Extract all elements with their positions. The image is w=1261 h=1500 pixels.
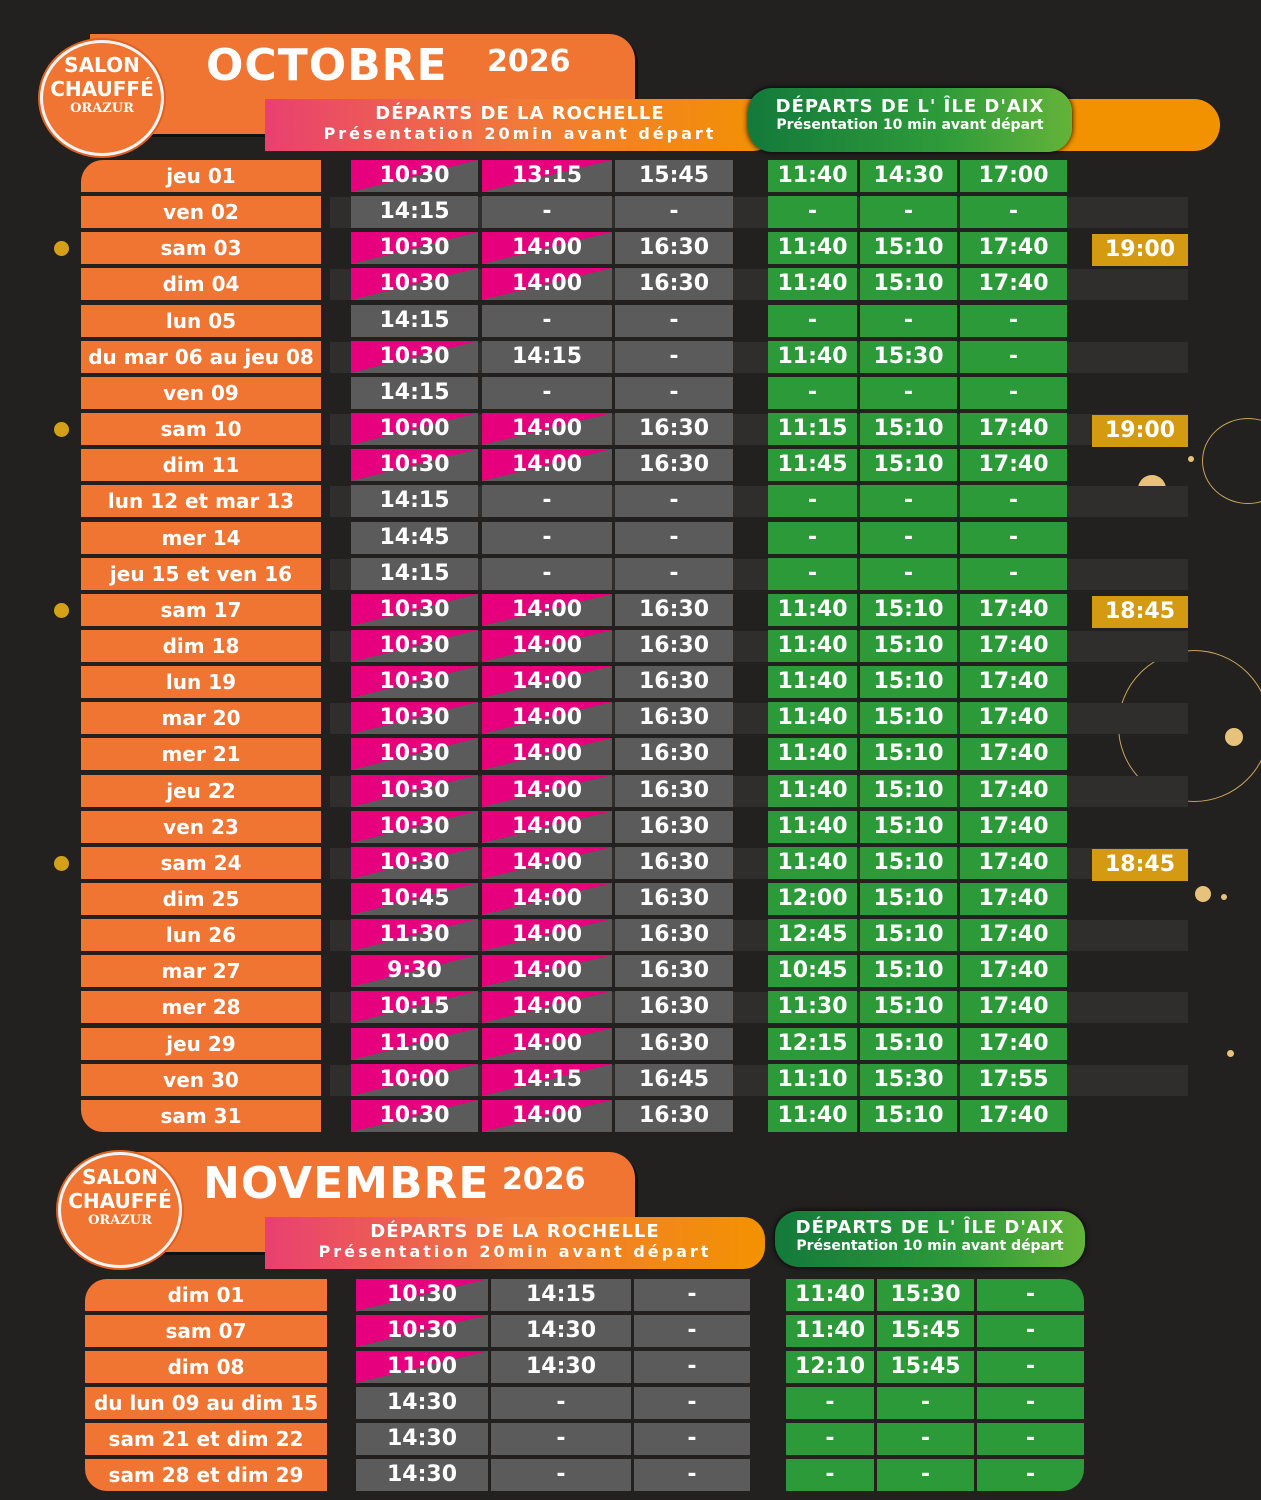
ile-daix-departure: 15:10 <box>860 955 957 987</box>
ile-daix-departure: 17:00 <box>960 160 1067 192</box>
ile-daix-departure: 15:10 <box>860 883 957 915</box>
ile-daix-departure: - <box>860 377 957 409</box>
ile-daix-departure: 11:40 <box>768 594 857 626</box>
ile-daix-departure: 15:10 <box>860 666 957 698</box>
ile-daix-departure: 17:55 <box>960 1064 1067 1096</box>
badge-line2: CHAUFFÉ <box>50 77 154 101</box>
la-rochelle-departure: - <box>491 1459 631 1491</box>
ile-daix-departure: 17:40 <box>960 594 1067 626</box>
la-rochelle-departure: 16:30 <box>615 413 733 445</box>
ile-daix-departure: 15:10 <box>860 702 957 734</box>
la-rochelle-departure: 10:00 <box>351 413 478 445</box>
ile-daix-departure: - <box>768 305 857 337</box>
ile-daix-departure: 15:30 <box>860 1064 957 1096</box>
ile-daix-departure: 10:45 <box>768 955 857 987</box>
day-label: ven 09 <box>81 377 321 409</box>
ile-daix-departure: 15:10 <box>860 1028 957 1060</box>
la-rochelle-departure: 14:30 <box>356 1459 488 1491</box>
la-rochelle-departure: 14:30 <box>491 1315 631 1347</box>
ile-daix-departure: 15:45 <box>877 1351 974 1383</box>
la-rochelle-departure: - <box>634 1279 750 1311</box>
la-rochelle-departure: 16:30 <box>615 811 733 843</box>
la-rochelle-departure: - <box>634 1387 750 1419</box>
la-rochelle-departure: 10:30 <box>351 847 478 879</box>
ile-daix-departure: 15:10 <box>860 738 957 770</box>
la-rochelle-departure: - <box>615 485 733 517</box>
la-rochelle-departure: 16:30 <box>615 738 733 770</box>
ile-daix-departure: 11:40 <box>768 702 857 734</box>
ile-daix-departure: 17:40 <box>960 775 1067 807</box>
ile-daix-departure: 17:40 <box>960 919 1067 951</box>
la-rochelle-departure: 14:00 <box>482 955 612 987</box>
la-rochelle-departure: - <box>491 1423 631 1455</box>
day-label: dim 11 <box>81 449 321 481</box>
ile-daix-departure: 15:10 <box>860 919 957 951</box>
ile-daix-departure: - <box>860 522 957 554</box>
day-label: jeu 15 et ven 16 <box>81 558 321 590</box>
ile-daix-departure: - <box>860 558 957 590</box>
ile-daix-departure: - <box>768 196 857 228</box>
la-rochelle-departure: 16:30 <box>615 1028 733 1060</box>
la-rochelle-departure: 14:00 <box>482 630 612 662</box>
badge-line1: SALON <box>64 53 140 77</box>
la-rochelle-departure: - <box>634 1315 750 1347</box>
ile-daix-departure: 15:30 <box>860 341 957 373</box>
ile-daix-departure: 15:45 <box>877 1315 974 1347</box>
decorative-dot <box>1221 894 1227 900</box>
aix-title: DÉPARTS DE L' ÎLE D'AIX <box>795 1217 1065 1238</box>
la-rochelle-departure: 10:30 <box>351 775 478 807</box>
la-rochelle-departure: 14:15 <box>482 341 612 373</box>
decorative-dot <box>1225 728 1243 746</box>
ile-daix-departure: 17:40 <box>960 413 1067 445</box>
la-rochelle-departure: 14:00 <box>482 811 612 843</box>
ile-daix-departure: 15:10 <box>860 413 957 445</box>
la-rochelle-departure: 14:15 <box>351 485 478 517</box>
la-rochelle-departure: 16:30 <box>615 449 733 481</box>
ile-daix-departure: 11:40 <box>768 847 857 879</box>
october-month-title: OCTOBRE <box>206 40 448 91</box>
la-rochelle-departure: - <box>634 1423 750 1455</box>
la-rochelle-departure: 10:30 <box>351 341 478 373</box>
extra-departure: 19:00 <box>1092 234 1188 266</box>
ile-daix-departure: 11:40 <box>768 811 857 843</box>
la-rochelle-departure: - <box>482 522 612 554</box>
ile-daix-departure: 11:40 <box>768 738 857 770</box>
ile-daix-departure: 17:40 <box>960 449 1067 481</box>
october-year: 2026 <box>487 44 571 79</box>
la-rochelle-departure: 13:15 <box>482 160 612 192</box>
la-rochelle-departure: 10:30 <box>356 1315 488 1347</box>
la-rochelle-departure: 14:30 <box>491 1351 631 1383</box>
la-rochelle-departure: - <box>482 305 612 337</box>
special-day-dot <box>54 422 69 437</box>
ile-daix-departure: - <box>960 522 1067 554</box>
day-label: mer 28 <box>81 991 321 1023</box>
ile-daix-departure: 15:10 <box>860 232 957 264</box>
ile-daix-departure: 12:15 <box>768 1028 857 1060</box>
ile-daix-departure: 17:40 <box>960 955 1067 987</box>
ile-daix-departure: - <box>960 377 1067 409</box>
la-rochelle-departure: 10:30 <box>351 702 478 734</box>
la-rochelle-departure: 16:30 <box>615 268 733 300</box>
day-label: mer 14 <box>81 522 321 554</box>
lr-title: DÉPARTS DE LA ROCHELLE <box>375 103 665 124</box>
day-label: dim 01 <box>85 1279 327 1311</box>
ile-daix-departure: - <box>786 1423 874 1455</box>
la-rochelle-departure: 14:00 <box>482 449 612 481</box>
la-rochelle-departure: 16:45 <box>615 1064 733 1096</box>
ile-daix-departure: 15:10 <box>860 268 957 300</box>
la-rochelle-departure: 14:00 <box>482 268 612 300</box>
decorative-ring <box>1202 418 1261 504</box>
november-month-title: NOVEMBRE <box>203 1158 490 1209</box>
la-rochelle-departure: 16:30 <box>615 919 733 951</box>
day-label: dim 08 <box>85 1351 327 1383</box>
la-rochelle-departure: - <box>615 305 733 337</box>
la-rochelle-departure: 14:15 <box>482 1064 612 1096</box>
la-rochelle-departure: 14:00 <box>482 1100 612 1132</box>
ile-daix-departure: - <box>977 1387 1084 1419</box>
aix-subtitle: Présentation 10 min avant départ <box>776 117 1044 133</box>
la-rochelle-departure: 9:30 <box>351 955 478 987</box>
ile-daix-departure: - <box>960 196 1067 228</box>
ile-daix-departure: 11:40 <box>768 666 857 698</box>
day-label: du lun 09 au dim 15 <box>85 1387 327 1419</box>
la-rochelle-departure: 14:00 <box>482 594 612 626</box>
ile-daix-departure: 11:30 <box>768 991 857 1023</box>
day-label: lun 05 <box>81 305 321 337</box>
ile-daix-departure: 11:40 <box>768 341 857 373</box>
aix-subtitle: Présentation 10 min avant départ <box>796 1238 1064 1254</box>
la-rochelle-departure: 10:30 <box>351 449 478 481</box>
ile-daix-departure: 17:40 <box>960 1028 1067 1060</box>
ile-daix-departure: 17:40 <box>960 268 1067 300</box>
la-rochelle-departure: 14:15 <box>351 305 478 337</box>
ile-daix-departure: 17:40 <box>960 232 1067 264</box>
la-rochelle-departure: 10:45 <box>351 883 478 915</box>
la-rochelle-departure: 16:30 <box>615 847 733 879</box>
badge-line3: ORAZUR <box>70 101 134 116</box>
october-ile-daix-header <box>748 88 1072 152</box>
extra-departure: 18:45 <box>1092 849 1188 881</box>
la-rochelle-departure: - <box>491 1387 631 1419</box>
ile-daix-departure: - <box>960 558 1067 590</box>
special-day-dot <box>54 856 69 871</box>
day-label: sam 31 <box>81 1100 321 1132</box>
la-rochelle-departure: 11:30 <box>351 919 478 951</box>
ile-daix-departure: 15:10 <box>860 630 957 662</box>
ile-daix-departure: 17:40 <box>960 1100 1067 1132</box>
la-rochelle-departure: 14:30 <box>356 1387 488 1419</box>
ile-daix-departure: 15:10 <box>860 449 957 481</box>
ile-daix-departure: - <box>960 485 1067 517</box>
la-rochelle-departure: 16:30 <box>615 630 733 662</box>
la-rochelle-departure: 10:30 <box>351 666 478 698</box>
day-label: jeu 22 <box>81 775 321 807</box>
la-rochelle-departure: - <box>634 1351 750 1383</box>
la-rochelle-departure: 16:30 <box>615 1100 733 1132</box>
la-rochelle-departure: 10:30 <box>351 1100 478 1132</box>
la-rochelle-departure: 14:00 <box>482 413 612 445</box>
ile-daix-departure: - <box>977 1351 1084 1383</box>
ile-daix-departure: 11:40 <box>768 630 857 662</box>
ile-daix-departure: 15:10 <box>860 775 957 807</box>
day-label: sam 03 <box>81 232 321 264</box>
extra-departure: 19:00 <box>1092 415 1188 447</box>
special-day-dot <box>54 603 69 618</box>
la-rochelle-departure: 14:00 <box>482 666 612 698</box>
october-la-rochelle-header <box>265 99 775 151</box>
salon-chauffe-badge <box>58 1152 182 1268</box>
day-label: lun 26 <box>81 919 321 951</box>
ile-daix-departure: 15:10 <box>860 811 957 843</box>
ile-daix-departure: 11:40 <box>768 160 857 192</box>
ile-daix-departure: 15:10 <box>860 991 957 1023</box>
day-label: ven 23 <box>81 811 321 843</box>
ile-daix-departure: 17:40 <box>960 811 1067 843</box>
ile-daix-departure: 17:40 <box>960 666 1067 698</box>
ile-daix-departure: 15:10 <box>860 1100 957 1132</box>
day-label: du mar 06 au jeu 08 <box>81 341 321 373</box>
ile-daix-departure: - <box>860 485 957 517</box>
ile-daix-departure: 17:40 <box>960 630 1067 662</box>
la-rochelle-departure: 10:15 <box>351 991 478 1023</box>
lr-title: DÉPARTS DE LA ROCHELLE <box>370 1221 660 1242</box>
la-rochelle-departure: 10:30 <box>351 811 478 843</box>
day-label: dim 25 <box>81 883 321 915</box>
la-rochelle-departure: 16:30 <box>615 594 733 626</box>
la-rochelle-departure: - <box>615 341 733 373</box>
ile-daix-departure: 14:30 <box>860 160 957 192</box>
ile-daix-departure: - <box>768 522 857 554</box>
november-ile-daix-header <box>775 1211 1085 1267</box>
ile-daix-departure: 11:10 <box>768 1064 857 1096</box>
badge-line1: SALON <box>82 1165 158 1189</box>
aix-title: DÉPARTS DE L' ÎLE D'AIX <box>775 96 1045 117</box>
la-rochelle-departure: - <box>615 377 733 409</box>
ile-daix-departure: 11:40 <box>768 268 857 300</box>
la-rochelle-departure: 14:15 <box>491 1279 631 1311</box>
ile-daix-departure: 17:40 <box>960 738 1067 770</box>
extra-departure: 18:45 <box>1092 596 1188 628</box>
day-label: sam 21 et dim 22 <box>85 1423 327 1455</box>
la-rochelle-departure: 14:00 <box>482 919 612 951</box>
la-rochelle-departure: 10:30 <box>351 268 478 300</box>
la-rochelle-departure: 14:00 <box>482 883 612 915</box>
la-rochelle-departure: 14:00 <box>482 232 612 264</box>
la-rochelle-departure: 14:00 <box>482 702 612 734</box>
ile-daix-departure: - <box>786 1387 874 1419</box>
day-label: dim 04 <box>81 268 321 300</box>
day-label: ven 30 <box>81 1064 321 1096</box>
la-rochelle-departure: - <box>615 196 733 228</box>
la-rochelle-departure: - <box>482 558 612 590</box>
ile-daix-departure: 11:40 <box>786 1279 874 1311</box>
la-rochelle-departure: 10:30 <box>351 232 478 264</box>
ile-daix-departure: 15:30 <box>877 1279 974 1311</box>
november-year: 2026 <box>502 1162 586 1197</box>
la-rochelle-departure: 10:30 <box>351 738 478 770</box>
la-rochelle-departure: 11:00 <box>356 1351 488 1383</box>
la-rochelle-departure: 16:30 <box>615 955 733 987</box>
ile-daix-departure: 11:40 <box>768 1100 857 1132</box>
la-rochelle-departure: 16:30 <box>615 775 733 807</box>
la-rochelle-departure: 14:15 <box>351 196 478 228</box>
badge-line3: ORAZUR <box>88 1213 152 1228</box>
ile-daix-departure: - <box>977 1315 1084 1347</box>
ile-daix-departure: - <box>877 1459 974 1491</box>
la-rochelle-departure: 10:00 <box>351 1064 478 1096</box>
decorative-dot <box>1188 456 1194 462</box>
ile-daix-departure: 17:40 <box>960 991 1067 1023</box>
la-rochelle-departure: 14:30 <box>356 1423 488 1455</box>
la-rochelle-departure: 10:30 <box>351 594 478 626</box>
decorative-dot <box>1195 886 1211 902</box>
la-rochelle-departure: 14:00 <box>482 775 612 807</box>
day-label: ven 02 <box>81 196 321 228</box>
ile-daix-departure: - <box>860 305 957 337</box>
la-rochelle-departure: 11:00 <box>351 1028 478 1060</box>
day-label: sam 24 <box>81 847 321 879</box>
la-rochelle-departure: 10:30 <box>351 630 478 662</box>
ile-daix-departure: - <box>768 558 857 590</box>
la-rochelle-departure: 14:00 <box>482 1028 612 1060</box>
ile-daix-departure: - <box>960 341 1067 373</box>
ile-daix-departure: 12:10 <box>786 1351 874 1383</box>
la-rochelle-departure: 16:30 <box>615 666 733 698</box>
ile-daix-departure: - <box>960 305 1067 337</box>
day-label: jeu 29 <box>81 1028 321 1060</box>
lr-subtitle: Présentation 20min avant départ <box>318 1242 712 1261</box>
la-rochelle-departure: 16:30 <box>615 991 733 1023</box>
ile-daix-departure: - <box>977 1279 1084 1311</box>
ile-daix-departure: 11:40 <box>786 1315 874 1347</box>
la-rochelle-departure: 14:15 <box>351 558 478 590</box>
ile-daix-departure: 12:00 <box>768 883 857 915</box>
day-label: lun 19 <box>81 666 321 698</box>
ile-daix-departure: 15:10 <box>860 594 957 626</box>
la-rochelle-departure: - <box>634 1459 750 1491</box>
day-label: sam 17 <box>81 594 321 626</box>
lr-subtitle: Présentation 20min avant départ <box>323 124 717 143</box>
day-label: dim 18 <box>81 630 321 662</box>
la-rochelle-departure: 15:45 <box>615 160 733 192</box>
day-label: mer 21 <box>81 738 321 770</box>
la-rochelle-departure: 14:00 <box>482 738 612 770</box>
ile-daix-departure: 11:40 <box>768 775 857 807</box>
day-label: lun 12 et mar 13 <box>81 485 321 517</box>
ile-daix-departure: 17:40 <box>960 883 1067 915</box>
ile-daix-departure: 11:40 <box>768 232 857 264</box>
day-label: sam 28 et dim 29 <box>85 1459 327 1491</box>
ile-daix-departure: 11:45 <box>768 449 857 481</box>
decorative-dot <box>1227 1050 1234 1057</box>
ile-daix-departure: - <box>877 1387 974 1419</box>
ile-daix-departure: 17:40 <box>960 847 1067 879</box>
la-rochelle-departure: 14:15 <box>351 377 478 409</box>
ile-daix-departure: - <box>768 377 857 409</box>
salon-chauffe-badge <box>40 40 164 156</box>
la-rochelle-departure: 16:30 <box>615 883 733 915</box>
ile-daix-departure: 12:45 <box>768 919 857 951</box>
la-rochelle-departure: 16:30 <box>615 702 733 734</box>
ile-daix-departure: - <box>877 1423 974 1455</box>
la-rochelle-departure: 14:00 <box>482 991 612 1023</box>
day-label: sam 07 <box>85 1315 327 1347</box>
ile-daix-departure: - <box>860 196 957 228</box>
la-rochelle-departure: 14:00 <box>482 847 612 879</box>
la-rochelle-departure: - <box>482 485 612 517</box>
ile-daix-departure: - <box>977 1459 1084 1491</box>
la-rochelle-departure: - <box>482 377 612 409</box>
day-label: mar 27 <box>81 955 321 987</box>
day-label: sam 10 <box>81 413 321 445</box>
la-rochelle-departure: - <box>615 522 733 554</box>
november-la-rochelle-header <box>265 1217 765 1269</box>
ile-daix-departure: 15:10 <box>860 847 957 879</box>
ile-daix-departure: - <box>786 1459 874 1491</box>
day-label: jeu 01 <box>81 160 321 192</box>
la-rochelle-departure: 10:30 <box>351 160 478 192</box>
la-rochelle-departure: 14:45 <box>351 522 478 554</box>
special-day-dot <box>54 241 69 256</box>
la-rochelle-departure: - <box>615 558 733 590</box>
ile-daix-departure: 17:40 <box>960 702 1067 734</box>
la-rochelle-departure: 10:30 <box>356 1279 488 1311</box>
badge-line2: CHAUFFÉ <box>68 1189 172 1213</box>
ile-daix-departure: 11:15 <box>768 413 857 445</box>
la-rochelle-departure: 16:30 <box>615 232 733 264</box>
la-rochelle-departure: - <box>482 196 612 228</box>
ile-daix-departure: - <box>977 1423 1084 1455</box>
day-label: mar 20 <box>81 702 321 734</box>
ile-daix-departure: - <box>768 485 857 517</box>
